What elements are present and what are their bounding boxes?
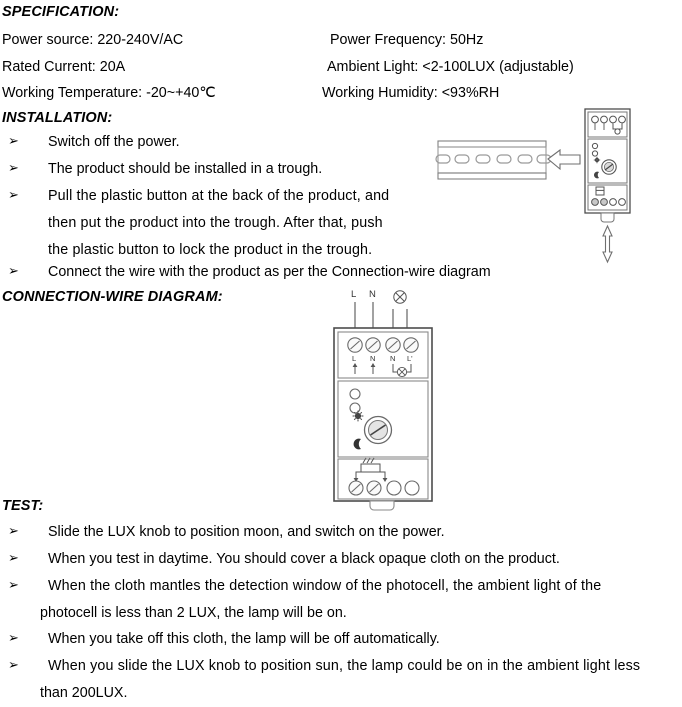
device-body — [334, 328, 432, 510]
spec-working-temperature: Working Temperature: -20~+40℃ — [2, 85, 216, 101]
incoming-wires — [355, 302, 407, 328]
clip-movement-arrow — [603, 226, 612, 262]
test-heading: TEST: — [2, 498, 44, 514]
bullet-arrow-icon: ➢ — [8, 578, 19, 593]
spec-ambient-light: Ambient Light: <2-100LUX (adjustable) — [327, 59, 574, 75]
test-item-text: Slide the LUX knob to position moon, and switch on the power. — [48, 524, 445, 540]
bullet-arrow-icon: ➢ — [8, 134, 19, 149]
terminal-label-n2: N — [390, 354, 396, 363]
spec-working-humidity: Working Humidity: <93%RH — [322, 85, 500, 101]
insert-direction-arrow — [548, 150, 580, 169]
spec-rated-current: Rated Current: 20A — [2, 59, 126, 75]
lamp-icon — [394, 291, 406, 303]
wire-label-neutral: N — [369, 289, 376, 300]
terminal-label-l-prime: L' — [407, 354, 413, 363]
installation-item-text: Switch off the power. — [48, 134, 180, 150]
installation-item-text-continued: then put the product into the trough. After that, push — [48, 215, 383, 231]
bullet-arrow-icon: ➢ — [8, 658, 19, 673]
installation-diagram — [438, 105, 682, 270]
installation-item-text: Pull the plastic button at the back of the product, and — [48, 188, 390, 204]
test-item-text: When you take off this cloth, the lamp will be off automatically. — [48, 631, 440, 647]
wire-label-line: L — [351, 289, 357, 300]
test-item-text: When you slide the LUX knob to position sun, the lamp could be on in the ambient light less — [48, 658, 641, 674]
terminal-label-l: L — [352, 354, 357, 363]
test-item-text: When the cloth mantles the detection window of the photocell, the ambient light of the — [48, 578, 602, 594]
installation-heading: INSTALLATION: — [2, 110, 113, 126]
internal-lamp-icon — [397, 367, 406, 376]
test-item-text: When you test in daytime. You should cover a black opaque cloth on the product. — [48, 551, 560, 567]
installation-item-text-continued: the plastic button to lock the product in the trough. — [48, 242, 373, 258]
bullet-arrow-icon: ➢ — [8, 524, 19, 539]
terminal-label-n: N — [370, 354, 376, 363]
installation-item-text: Connect the wire with the product as per the Connection-wire diagram — [48, 264, 491, 280]
din-clip-tab — [370, 501, 394, 510]
bullet-arrow-icon: ➢ — [8, 161, 19, 176]
bullet-arrow-icon: ➢ — [8, 551, 19, 566]
bullet-arrow-icon: ➢ — [8, 264, 19, 279]
test-item-text-continued: photocell is less than 2 LUX, the lamp will be on. — [40, 605, 347, 621]
timer-module — [585, 109, 630, 222]
din-clip-tab — [601, 213, 614, 222]
sun-icon — [353, 411, 364, 422]
test-item-text-continued: than 200LUX. — [40, 685, 128, 701]
din-rail — [436, 141, 551, 179]
spec-power-frequency: Power Frequency: 50Hz — [330, 32, 484, 48]
connection-wire-diagram — [322, 282, 447, 510]
specification-heading: SPECIFICATION: — [2, 4, 120, 20]
bullet-arrow-icon: ➢ — [8, 631, 19, 646]
spec-power-source: Power source: 220-240V/AC — [2, 32, 184, 48]
bullet-arrow-icon: ➢ — [8, 188, 19, 203]
connection-wire-diagram-heading: CONNECTION-WIRE DIAGRAM: — [2, 289, 223, 305]
installation-item-text: The product should be installed in a trough. — [48, 161, 323, 177]
